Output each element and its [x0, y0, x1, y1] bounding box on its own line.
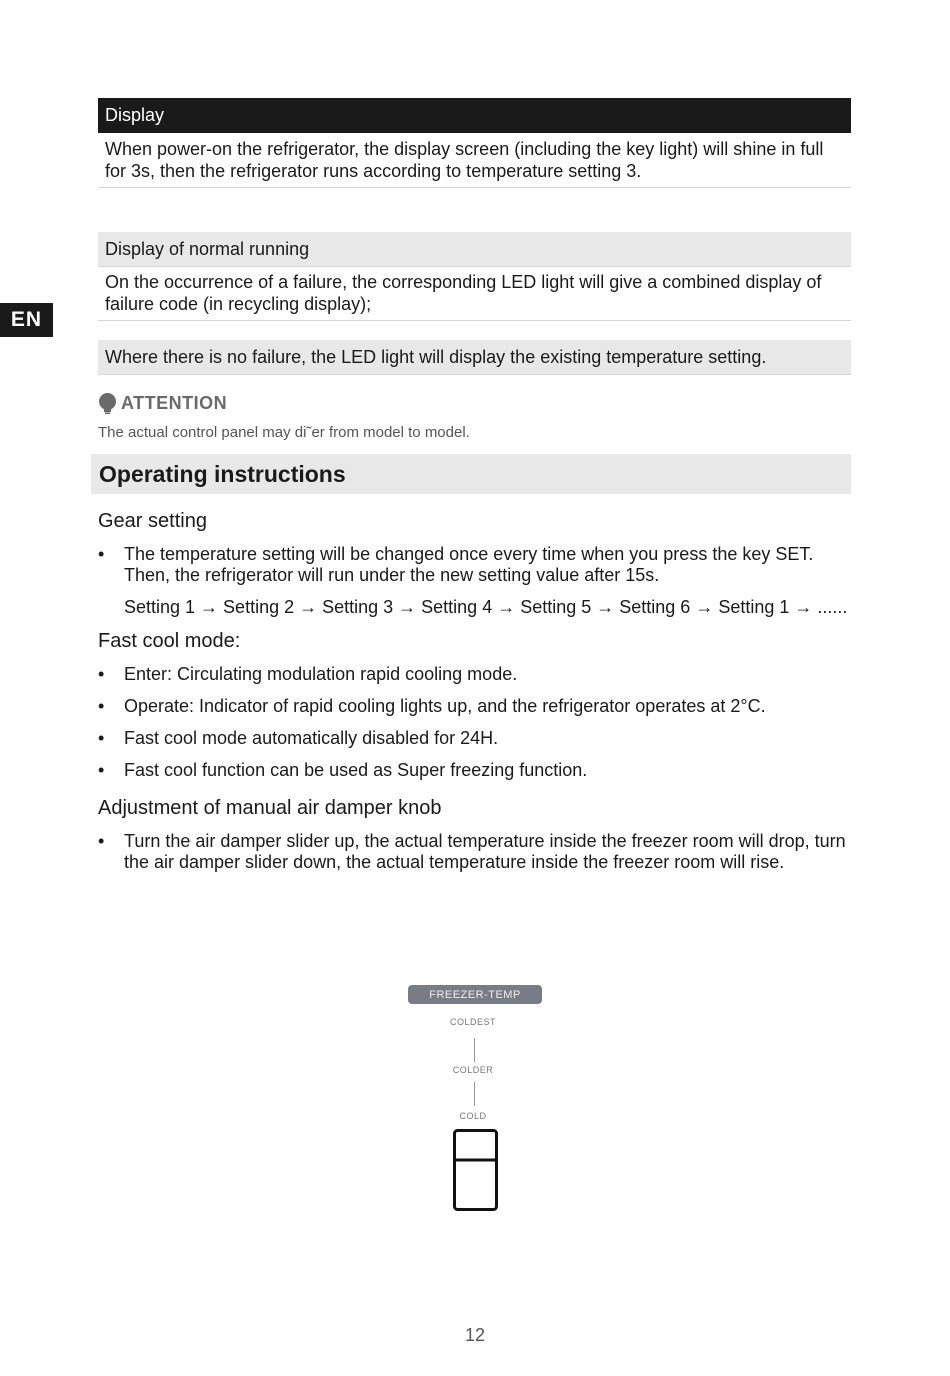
level-coldest: COLDEST	[449, 1017, 496, 1027]
gear-setting-list	[98, 544, 851, 586]
attention-title: ATTENTION	[121, 393, 228, 413]
setting-sequence: Setting 1 → Setting 2 → Setting 3 → Setting 4 → Setting 5 → Setting 6 → Setting 1 → ......	[124, 597, 848, 617]
fast-cool-list	[98, 664, 851, 781]
manual-content	[98, 98, 851, 873]
operating-instructions-header: Operating instructions	[91, 454, 851, 494]
list-item: • Turn the air damper slider up, the actual temperature inside the freezer room will drop, turn the air damper slider down, the actual temperature inside the freezer room will rise.	[98, 831, 851, 873]
no-failure-description: Where there is no failure, the LED light will display the existing temperature setting.	[98, 340, 851, 375]
failure-description: On the occurrence of a failure, the corresponding LED light will give a combined display of failure code (in recycling display);	[98, 267, 851, 321]
air-damper-list	[98, 831, 851, 873]
lightbulb-icon	[98, 393, 117, 414]
freezer-temp-diagram	[408, 985, 542, 1215]
list-item: • Fast cool function can be used as Super freezing function.	[98, 760, 851, 781]
normal-running-heading: Display of normal running	[98, 232, 851, 267]
language-tab: EN	[0, 303, 53, 337]
scale-divider	[474, 1038, 475, 1062]
list-item: • Fast cool mode automatically disabled for 24H.	[98, 728, 851, 749]
list-item: • The temperature setting will be changed once every time when you press the key SET. Then, the refrigerator will run under the new setting value after 15s.	[98, 544, 851, 586]
attention-text: The actual control panel may di˜er from model to model.	[98, 424, 470, 441]
list-item: • Operate: Indicator of rapid cooling lights up, and the refrigerator operates at 2°C.	[98, 696, 851, 717]
freezer-temp-badge: FREEZER-TEMP	[408, 985, 542, 1004]
gear-setting-heading: Gear setting	[98, 510, 207, 532]
attention-heading	[98, 393, 851, 414]
page-number: 12	[464, 1325, 486, 1345]
fast-cool-heading: Fast cool mode:	[98, 630, 241, 652]
display-description: When power-on the refrigerator, the display screen (including the key light) will shine in full for 3s, then the refrigerator runs according to temperature setting 3.	[98, 133, 851, 188]
scale-divider	[474, 1082, 475, 1106]
refrigerator-icon	[453, 1129, 498, 1211]
display-section-header: Display	[98, 98, 851, 133]
level-cold: COLD	[459, 1111, 487, 1121]
list-item: • Enter: Circulating modulation rapid cooling mode.	[98, 664, 851, 685]
level-colder: COLDER	[452, 1065, 494, 1075]
air-damper-heading: Adjustment of manual air damper knob	[98, 797, 442, 819]
